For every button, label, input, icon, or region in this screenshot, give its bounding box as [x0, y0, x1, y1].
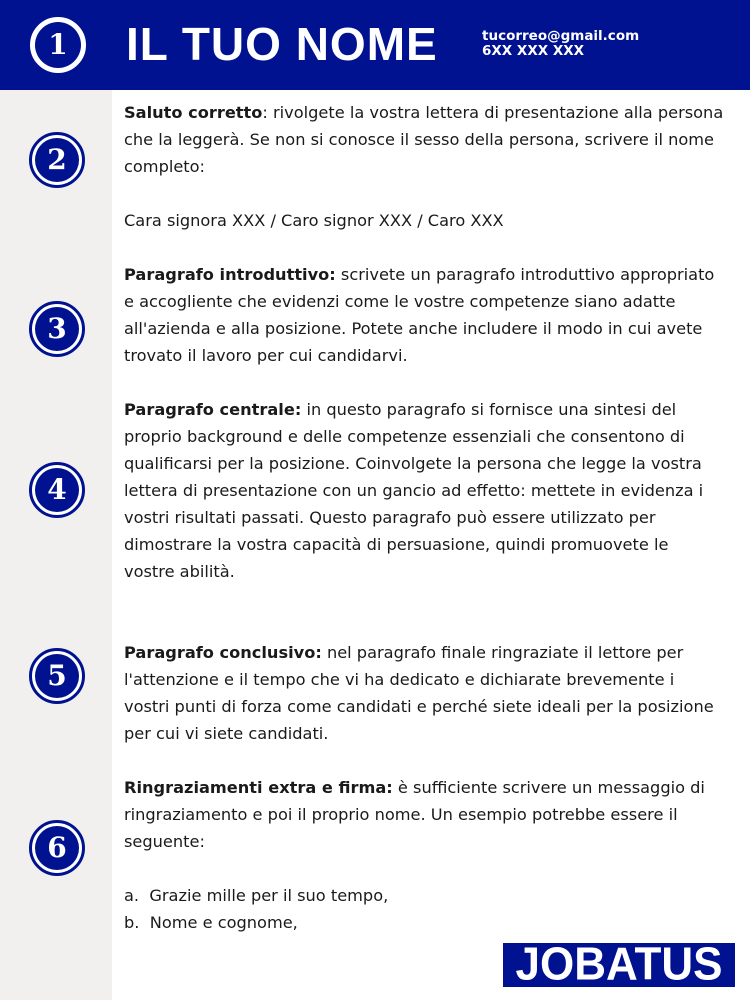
section-heading: Ringraziamenti extra e firma: — [124, 778, 393, 797]
step-number-2: 2 — [35, 138, 79, 182]
email-text: tucorreo@gmail.com — [482, 28, 640, 44]
section-heading: Paragrafo conclusivo: — [124, 643, 322, 662]
step-number-1: 1 — [35, 22, 81, 68]
section-centrale — [124, 396, 724, 585]
step-badge-1 — [30, 17, 86, 73]
step-badge-4 — [29, 462, 85, 518]
section-heading: Paragrafo introduttivo: — [124, 265, 336, 284]
name-title: IL TUO NOME — [126, 18, 438, 70]
list-item: b. Nome e cognome, — [124, 913, 298, 932]
step-number-3: 3 — [35, 307, 79, 351]
section-firma — [124, 774, 724, 855]
section-text: : rivolgete la vostra lettera di presentazione alla persona che la leggerà. Se non si conosce il sesso della persona, scrivere il nome completo: — [124, 103, 724, 176]
section-text: in questo paragrafo si fornisce una sintesi del proprio background e delle competenze essenziali che consentono di qualificarsi per la posizione. Coinvolgete la persona che legge la vostra lettera di presentazione con un gancio ad effetto: mettete in evidenza i vostri risultati passati. Questo paragrafo può essere utilizzato per dimostrare la vostra capacità di persuasione, quindi promuovete le vostre abilità. — [124, 400, 704, 581]
section-text: è sufficiente scrivere un messaggio di ringraziamento e poi il proprio nome. Un esempio potrebbe essere il seguente: — [124, 778, 705, 851]
contact-info — [482, 29, 639, 59]
section-saluto — [124, 99, 724, 180]
step-badge-5 — [29, 648, 85, 704]
step-number-5: 5 — [35, 654, 79, 698]
step-badge-2 — [29, 132, 85, 188]
greeting-example: Cara signora XXX / Caro signor XXX / Caro XXX — [124, 211, 504, 230]
logo-text: JOBATUS — [515, 938, 723, 991]
phone-text: 6XX XXX XXX — [482, 43, 585, 59]
header-bar — [0, 0, 750, 90]
jobatus-logo — [503, 938, 735, 991]
section-introduttivo — [124, 261, 724, 369]
section-heading: Paragrafo centrale: — [124, 400, 302, 419]
section-conclusivo — [124, 639, 724, 747]
step-badge-3 — [29, 301, 85, 357]
step-number-6: 6 — [35, 826, 79, 870]
letter-guide — [124, 99, 724, 936]
step-badge-6 — [29, 820, 85, 876]
sidebar — [0, 90, 112, 1000]
step-number-4: 4 — [35, 468, 79, 512]
section-text: scrivete un paragrafo introduttivo appropriato e accogliente che evidenzi come le vostre competenze siano adatte all'azienda e alla posizione. Potete anche includere il modo in cui avete trovato il lavoro per cui candidarvi. — [124, 265, 715, 365]
section-text: nel paragrafo finale ringraziate il lettore per l'attenzione e il tempo che vi ha dedicato e dichiarate brevemente i vostri punti di forza come candidati e perché siete ideali per la posizione per cui vi siete candidati. — [124, 643, 714, 743]
list-item: a. Grazie mille per il suo tempo, — [124, 886, 389, 905]
section-heading: Saluto corretto — [124, 103, 263, 122]
